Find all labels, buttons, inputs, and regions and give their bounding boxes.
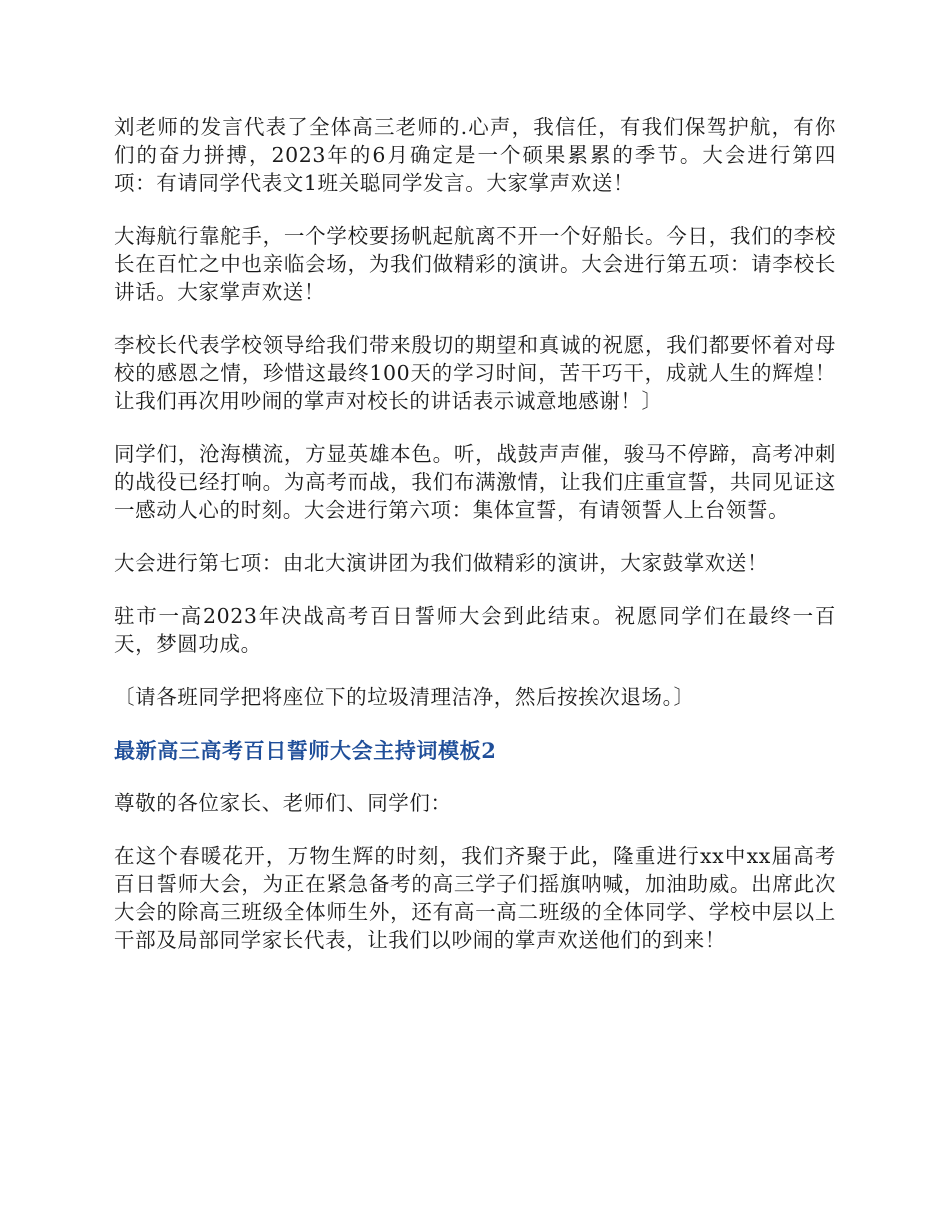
paragraph-5: 大会进行第七项：由北大演讲团为我们做精彩的演讲，大家鼓掌欢送！ bbox=[114, 551, 769, 575]
paragraph-8: 在这个春暖花开，万物生辉的时刻，我们齐聚于此，隆重进行xx中xx届高考百日誓师大会，为正在紧急备考的高三学子们摇旗呐喊，加油助威。出席此次大会的除高三班级全体师生外，还有高一高二班级的全体同学、学校中层以上干部及局部同学家长代表，让我们以吵闹的掌声欢送他们的到来！ bbox=[114, 844, 836, 952]
paragraph-6: 驻市一高2023年决战高考百日誓师大会到此结束。祝愿同学们在最终一百天，梦圆功成。 bbox=[114, 604, 836, 656]
paragraph-2: 大海航行靠舵手，一个学校要扬帆起航离不开一个好船长。今日，我们的李校长在百忙之中也亲临会场，为我们做精彩的演讲。大会进行第五项：请李校长讲话。大家掌声欢送！ bbox=[114, 224, 836, 304]
salutation: 尊敬的各位家长、老师们、同学们： bbox=[114, 791, 452, 815]
paragraph-1: 刘老师的发言代表了全体高三老师的.心声，我信任，有我们保驾护航，有你们的奋力拼搏，2023年的6月确定是一个硕果累累的季节。大会进行第四项：有请同学代表文1班关聪同学发言。大家掌声欢送！ bbox=[114, 115, 836, 195]
paragraph-4: 同学们，沧海横流，方显英雄本色。听，战鼓声声催，骏马不停蹄，高考冲刺的战役已经打响。为高考而战，我们布满激情，让我们庄重宣誓，共同见证这一感动人心的时刻。大会进行第六项：集体宣誓，有请领誓人上台领誓。 bbox=[114, 442, 836, 522]
section-heading: 最新高三高考百日誓师大会主持词模板2 bbox=[114, 738, 497, 763]
paragraph-3: 李校长代表学校领导给我们带来殷切的期望和真诚的祝愿，我们都要怀着对母校的感恩之情，珍惜这最终100天的学习时间，苦干巧干，成就人生的辉煌！让我们再次用吵闹的掌声对校长的讲话表示诚意地感谢！〕 bbox=[114, 333, 836, 413]
paragraph-7: 〔请各班同学把将座位下的垃圾清理洁净，然后按挨次退场。〕 bbox=[114, 685, 695, 709]
document-page bbox=[114, 113, 836, 954]
